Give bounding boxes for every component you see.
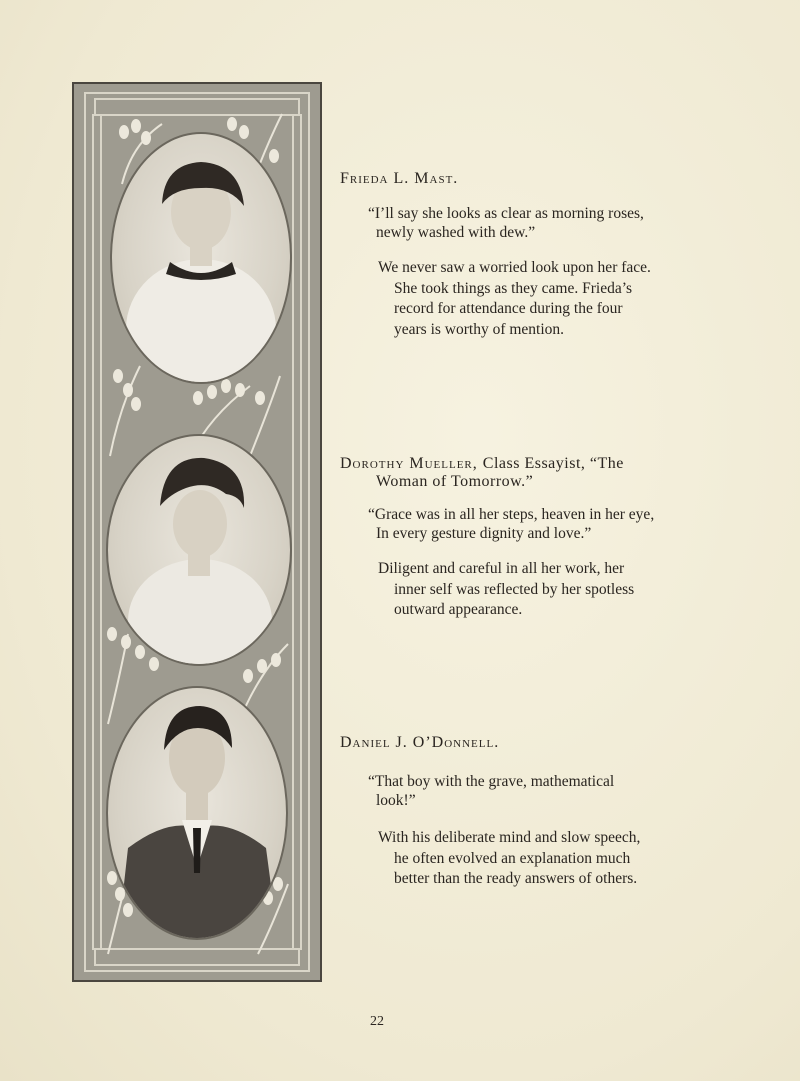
quote-line: “Grace was in all her steps, heaven in her eye, [368, 506, 655, 523]
quote-line: “That boy with the grave, mathematical [368, 773, 615, 790]
quote-line: In every gesture dignity and love.” [376, 525, 592, 542]
student-name [340, 455, 712, 491]
quote-line: newly washed with dew.” [376, 224, 536, 241]
entry-frieda-mast [340, 170, 712, 340]
panel-left-rail [92, 114, 102, 950]
page-number: 22 [370, 1014, 384, 1029]
class-role: Class Essayist, “The [482, 455, 624, 472]
quote-line: “I’ll say she looks as clear as morning roses, [368, 205, 644, 222]
bio-line: he often evolved an explanation much [394, 849, 631, 867]
portrait-daniel-odonnell [106, 686, 288, 940]
bio-line: inner self was reflected by her spotless [394, 580, 635, 598]
portrait-panel [72, 82, 322, 982]
student-name: Frieda L. Mast. [340, 170, 459, 187]
panel-right-rail [292, 114, 302, 950]
bio-line: She took things as they came. Frieda’s [394, 279, 633, 297]
quote [340, 204, 712, 242]
quote [340, 505, 712, 543]
bio [340, 559, 712, 621]
bio-line: better than the ready answers of others. [394, 870, 638, 887]
bio-line: years is worthy of mention. [394, 320, 565, 338]
quote [340, 772, 712, 810]
class-role-continued: Woman of Tomorrow.” [376, 473, 534, 490]
bio-line: record for attendance during the four [394, 300, 623, 317]
portrait-dorothy-mueller [106, 434, 292, 666]
bio-line: We never saw a worried look upon her face. [378, 259, 651, 276]
bio-line: With his deliberate mind and slow speech, [378, 829, 641, 846]
quote-line: look!” [376, 792, 416, 809]
student-name-text: Dorothy Mueller, [340, 455, 478, 472]
entry-dorothy-mueller [340, 455, 712, 621]
entry-daniel-odonnell [340, 734, 712, 890]
bio-line: Diligent and careful in all her work, her [378, 560, 625, 577]
student-name: Daniel J. O’Donnell. [340, 734, 500, 751]
bio [340, 828, 712, 890]
bio-line: outward appearance. [394, 601, 523, 618]
bio [340, 258, 712, 340]
portrait-frieda-mast [110, 132, 292, 384]
